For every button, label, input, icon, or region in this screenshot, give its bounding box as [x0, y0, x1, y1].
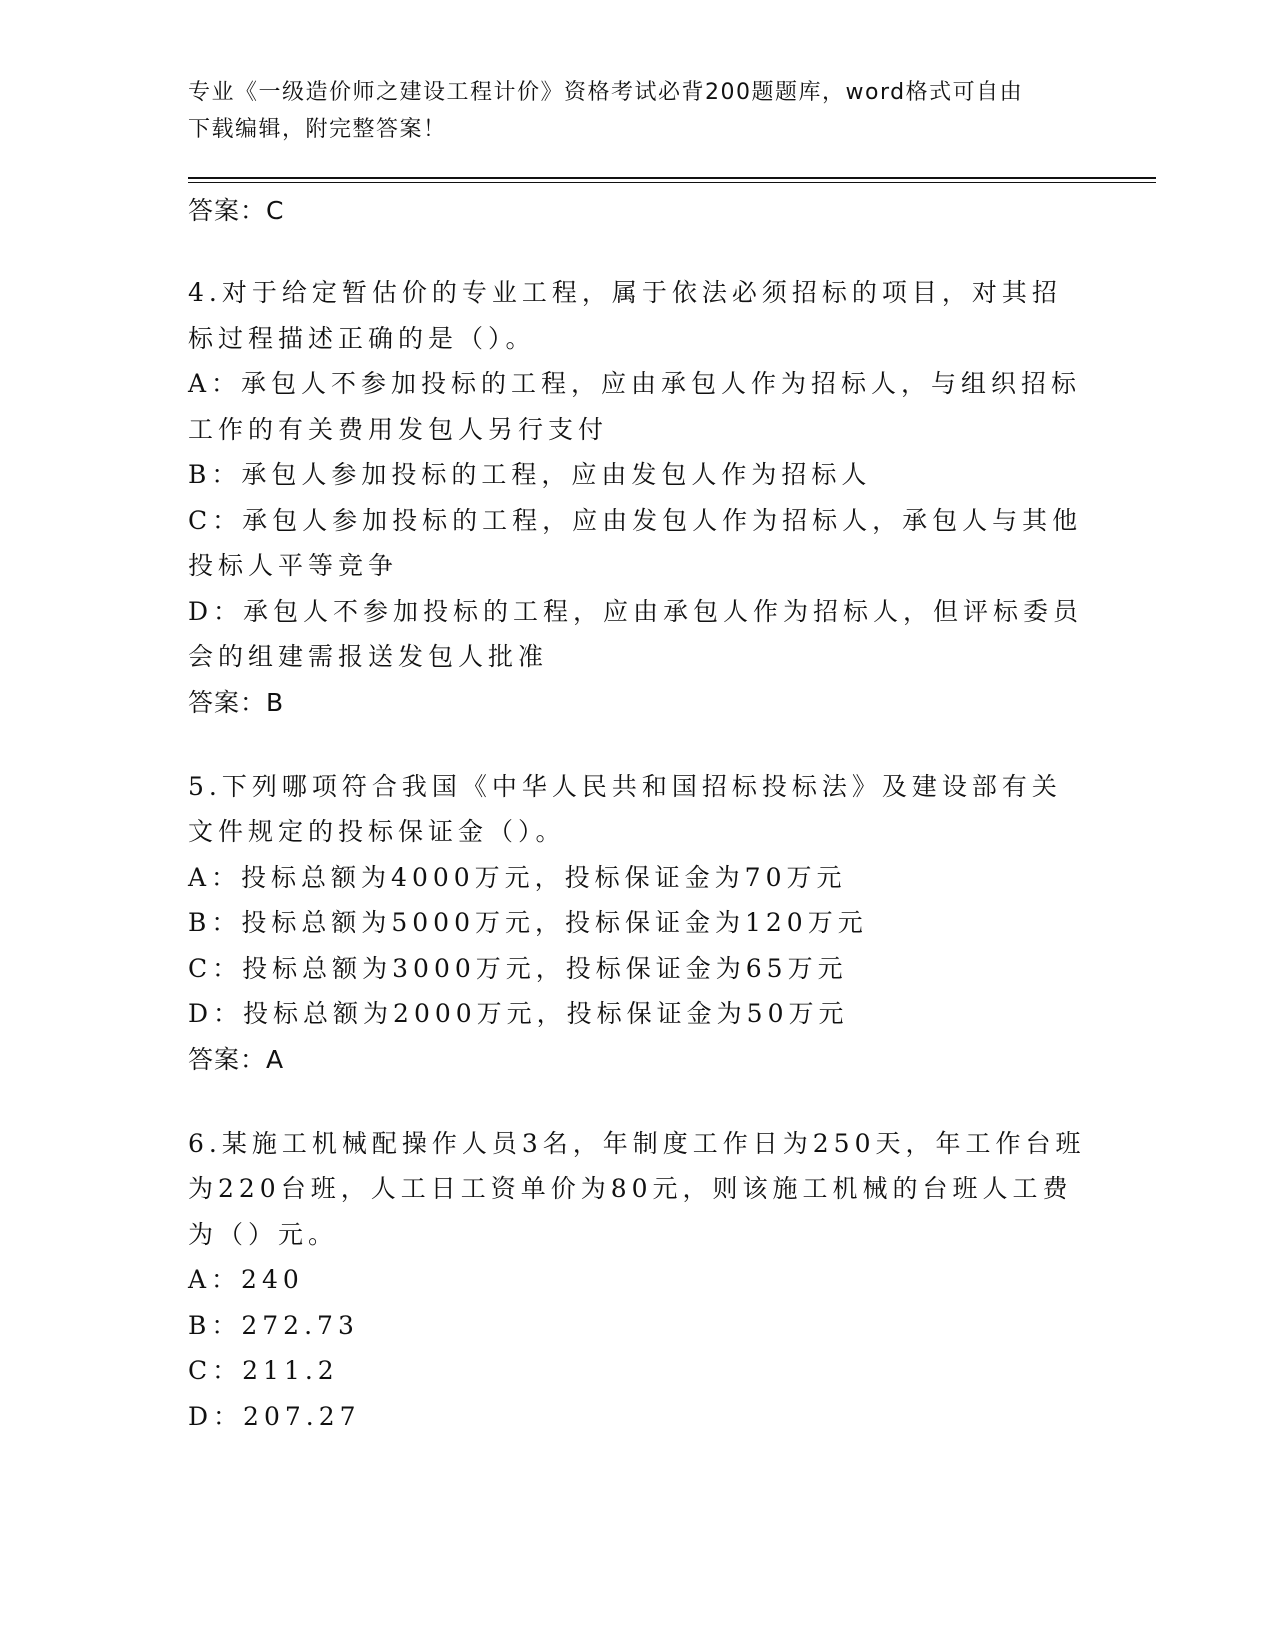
question-list — [188, 188, 1088, 1439]
spacer — [188, 726, 1088, 764]
option-a: A：承包人不参加投标的工程，应由承包人作为招标人，与组织招标工作的有关费用发包人另行支付 — [188, 369, 1082, 444]
header-divider-thick — [188, 177, 1156, 179]
document-header — [188, 74, 1068, 148]
option-c: C：211.2 — [188, 1356, 339, 1385]
question-answer: 答案：B — [188, 687, 285, 717]
question-6 — [188, 1121, 1088, 1440]
question-answer: 答案：A — [188, 1044, 285, 1074]
question-stem: 4.对于给定暂估价的专业工程，属于依法必须招标的项目，对其招标过程描述正确的是（）。 — [188, 278, 1062, 353]
header-line-2: 下载编辑，附完整答案！ — [188, 117, 447, 142]
question-stem: 5.下列哪项符合我国《中华人民共和国招标投标法》及建设部有关文件规定的投标保证金（）。 — [188, 771, 1062, 846]
spacer — [188, 1083, 1088, 1121]
spacer — [188, 234, 1088, 270]
question-stem: 6.某施工机械配操作人员3名，年制度工作日为250天，年工作台班为220台班，人工日工资单价为80元，则该施工机械的台班人工费为（）元。 — [188, 1128, 1086, 1249]
option-c: C：投标总额为3000万元，投标保证金为65万元 — [188, 953, 848, 983]
option-a: A：240 — [188, 1265, 304, 1294]
header-divider-thin — [188, 182, 1156, 183]
option-d: D：承包人不参加投标的工程，应由承包人作为招标人，但评标委员会的组建需报送发包人批准 — [188, 596, 1084, 671]
header-line-1: 专业《一级造价师之建设工程计价》资格考试必背200题题库，word格式可自由 — [188, 80, 1024, 105]
option-b: B：投标总额为5000万元，投标保证金为120万元 — [188, 908, 868, 937]
option-c: C：承包人参加投标的工程，应由发包人作为招标人，承包人与其他投标人平等竞争 — [188, 505, 1083, 580]
option-d: D：投标总额为2000万元，投标保证金为50万元 — [188, 999, 849, 1028]
previous-answer: 答案：C — [188, 196, 285, 225]
option-b: B：272.73 — [188, 1310, 359, 1340]
question-4 — [188, 270, 1088, 726]
option-d: D：207.27 — [188, 1401, 361, 1431]
option-b: B：承包人参加投标的工程，应由发包人作为招标人 — [188, 460, 872, 489]
question-5 — [188, 764, 1088, 1083]
option-a: A：投标总额为4000万元，投标保证金为70万元 — [188, 862, 847, 892]
